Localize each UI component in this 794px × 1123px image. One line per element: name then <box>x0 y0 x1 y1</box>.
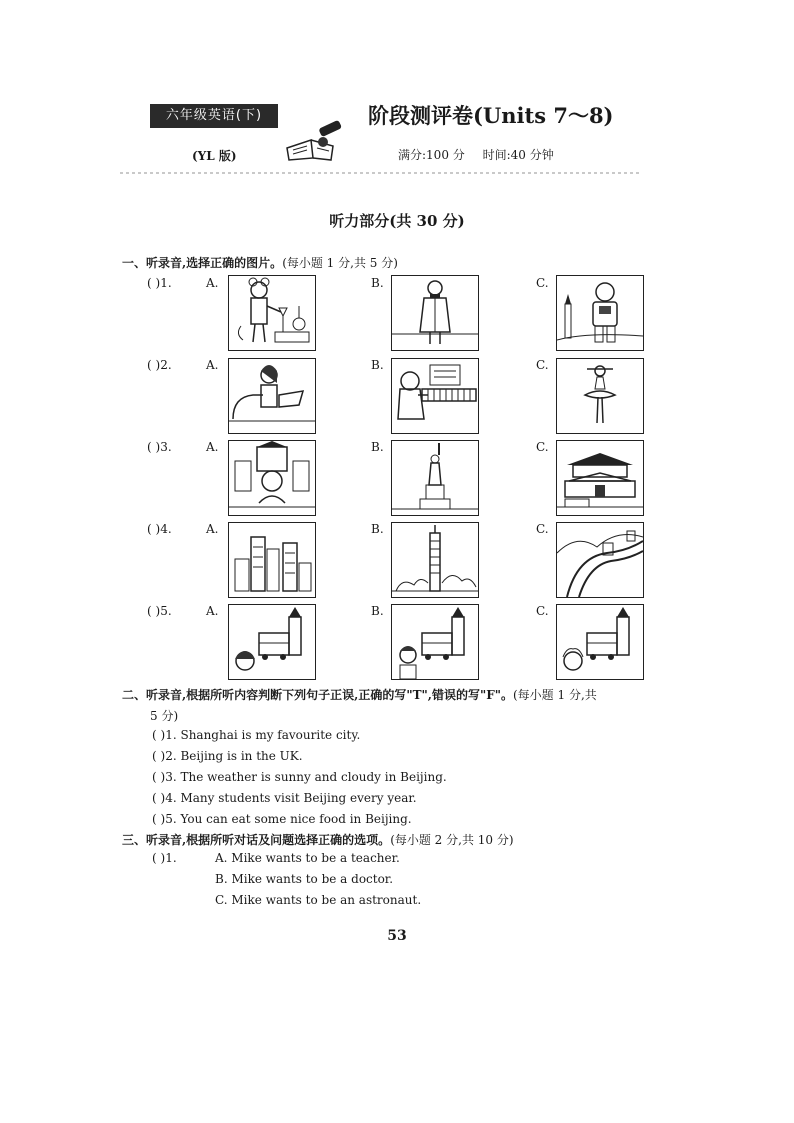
exam-meta <box>398 146 568 163</box>
q5-option-c-label: C. <box>536 604 549 618</box>
great-wall-icon[interactable] <box>556 522 644 598</box>
q2-option-a-label: A. <box>206 358 219 372</box>
edition-label: (YL 版) <box>192 149 237 163</box>
page-title: 阶段测评卷(Units 7～8) <box>368 103 614 128</box>
q3-option-c-label: C. <box>536 440 549 454</box>
q2-option-b-label: B. <box>371 358 384 372</box>
header-divider <box>120 172 640 174</box>
pianist-icon[interactable] <box>391 358 479 434</box>
full-marks: 满分:100 分 <box>398 148 465 162</box>
part3-q1-option-b[interactable]: B. Mike wants to be a doctor. <box>215 872 394 886</box>
q1-option-a-label: A. <box>206 276 219 290</box>
q5-option-b-label: B. <box>371 604 384 618</box>
q3-number[interactable]: ( )3. <box>147 440 172 454</box>
scientist-icon[interactable] <box>228 275 316 351</box>
doctor-icon[interactable] <box>391 275 479 351</box>
london-bus-girl-icon[interactable] <box>556 604 644 680</box>
london-bus-girl-icon[interactable] <box>228 604 316 680</box>
section-title: 听力部分(共 30 分) <box>329 212 465 230</box>
part2-item-3[interactable]: ( )3. The weather is sunny and cloudy in Beijing. <box>152 770 447 784</box>
part2-item-4[interactable]: ( )4. Many students visit Beijing every year. <box>152 791 417 805</box>
part2-item-1[interactable]: ( )1. Shanghai is my favourite city. <box>152 728 361 742</box>
statue-of-liberty-icon[interactable] <box>391 440 479 516</box>
astronaut-icon[interactable] <box>556 275 644 351</box>
grade-banner: 六年级英语(下) <box>150 104 278 128</box>
taipei-tower-icon[interactable] <box>391 522 479 598</box>
part3-heading: 三、听录音,根据所听对话及问题选择正确的选项。(每小题 2 分,共 10 分) <box>122 833 514 847</box>
q4-option-b-label: B. <box>371 522 384 536</box>
q2-number[interactable]: ( )2. <box>147 358 172 372</box>
part3-q1-option-c[interactable]: C. Mike wants to be an astronaut. <box>215 893 422 907</box>
q5-option-a-label: A. <box>206 604 219 618</box>
q1-number[interactable]: ( )1. <box>147 276 172 290</box>
book-pencil-icon <box>283 118 347 166</box>
part1-heading: 一、听录音,选择正确的图片。(每小题 1 分,共 5 分) <box>122 256 398 270</box>
london-bus-boy-icon[interactable] <box>391 604 479 680</box>
page-number: 53 <box>387 928 407 944</box>
part2-item-2[interactable]: ( )2. Beijing is in the UK. <box>152 749 303 763</box>
q1-option-c-label: C. <box>536 276 549 290</box>
time-limit: 时间:40 分钟 <box>482 148 554 162</box>
london-icon[interactable] <box>228 440 316 516</box>
writer-icon[interactable] <box>228 358 316 434</box>
q4-number[interactable]: ( )4. <box>147 522 172 536</box>
hong-kong-skyline-icon[interactable] <box>228 522 316 598</box>
part3-q1-number[interactable]: ( )1. <box>152 851 177 865</box>
part3-q1-option-a[interactable]: A. Mike wants to be a teacher. <box>215 851 400 865</box>
part2-heading-cont: 5 分) <box>150 709 179 723</box>
q4-option-c-label: C. <box>536 522 549 536</box>
part2-heading: 二、听录音,根据所听内容判断下列句子正误,正确的写"T",错误的写"F"。(每小题 1 分,共 <box>122 688 597 702</box>
q3-option-a-label: A. <box>206 440 219 454</box>
q2-option-c-label: C. <box>536 358 549 372</box>
q1-option-b-label: B. <box>371 276 384 290</box>
dancer-icon[interactable] <box>556 358 644 434</box>
tiananmen-icon[interactable] <box>556 440 644 516</box>
q5-number[interactable]: ( )5. <box>147 604 172 618</box>
q4-option-a-label: A. <box>206 522 219 536</box>
part2-item-5[interactable]: ( )5. You can eat some nice food in Beijing. <box>152 812 412 826</box>
q3-option-b-label: B. <box>371 440 384 454</box>
